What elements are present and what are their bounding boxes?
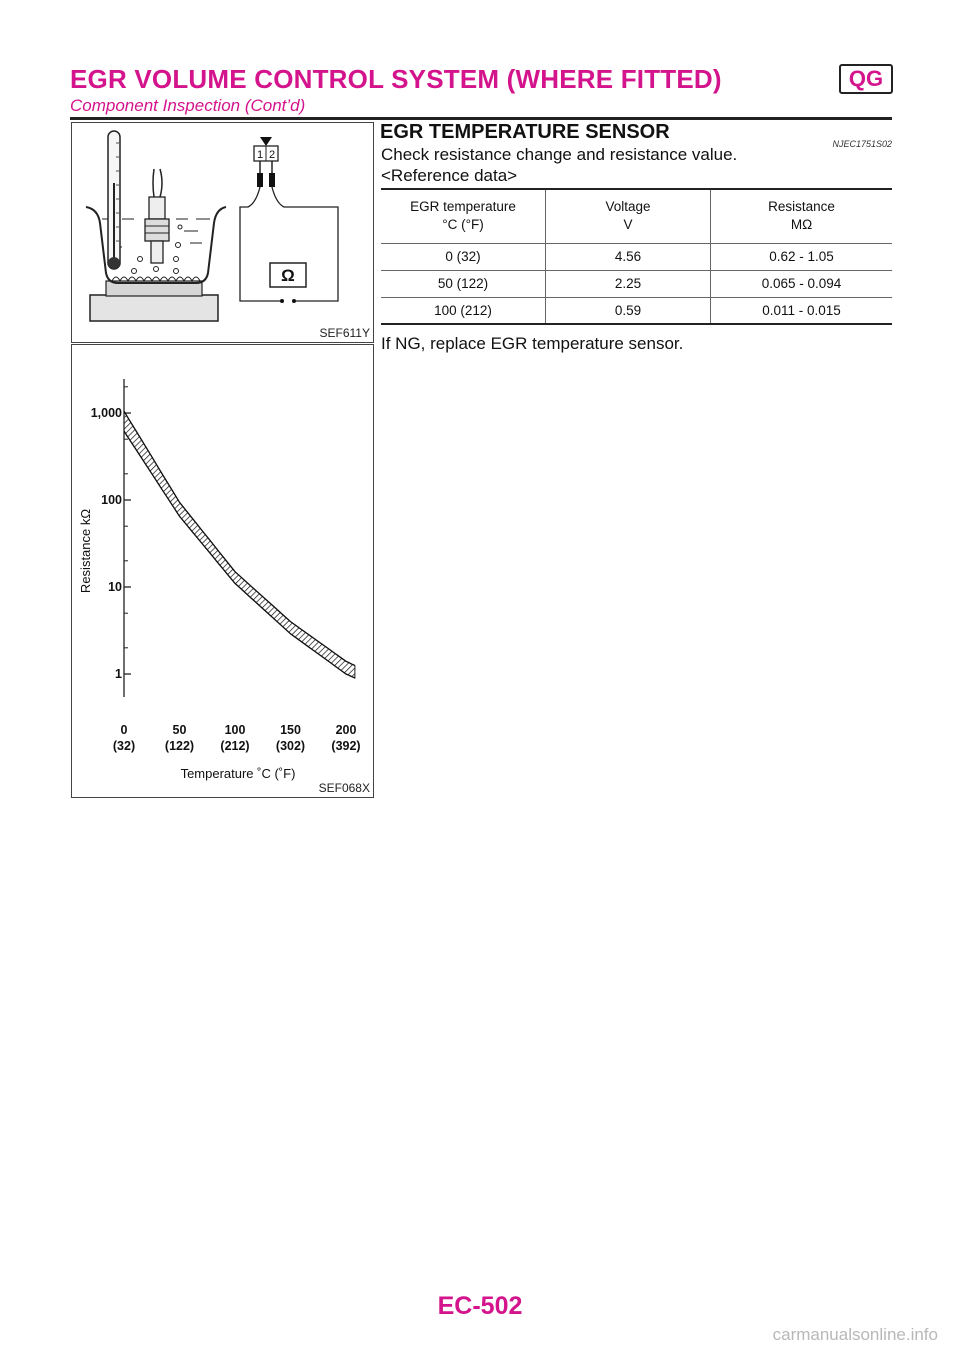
- ohmmeter: [270, 263, 306, 303]
- sensor-test-illustration: [72, 123, 373, 342]
- cell-voltage: 2.25: [546, 270, 711, 297]
- watermark: carmanualsonline.info: [772, 1325, 938, 1344]
- ohm-symbol: Ω: [281, 266, 295, 285]
- table-header-row: [381, 189, 892, 243]
- page-header-title: EGR VOLUME CONTROL SYSTEM (WHERE FITTED): [70, 64, 722, 94]
- header-resistance: Resistance MΩ: [711, 189, 893, 243]
- section-reference-id: NJEC1751S02: [832, 139, 892, 149]
- cell-resistance: 0.62 - 1.05: [711, 243, 893, 270]
- upper-limit-line: [124, 411, 355, 665]
- x-tick-label: 200: [335, 723, 357, 737]
- flame: [112, 277, 200, 281]
- figure-caption-1: SEF611Y: [319, 326, 370, 340]
- table-row: [381, 297, 892, 324]
- x-tick-label: 100: [224, 723, 246, 737]
- section-title: EGR TEMPERATURE SENSOR: [380, 121, 670, 143]
- sensor-connector: [254, 137, 278, 161]
- cell-resistance: 0.065 - 0.094: [711, 270, 893, 297]
- header-egr-temperature: EGR temperature °C (°F): [381, 189, 546, 243]
- x-axis-label: Temperature ˚C (˚F): [180, 766, 296, 781]
- x-tick-label: 150: [280, 723, 301, 737]
- header-voltage: Voltage V: [546, 189, 711, 243]
- cell-voltage: 4.56: [546, 243, 711, 270]
- y-axis-label: Resistance kΩ: [78, 508, 93, 594]
- cell-voltage: 0.59: [546, 297, 711, 324]
- header-rule: [70, 117, 892, 120]
- cell-temperature: 50 (122): [381, 270, 546, 297]
- x-tick-label-f: (392): [331, 739, 361, 753]
- resistance-band: [124, 411, 355, 678]
- x-tick-label-f: (122): [164, 739, 195, 753]
- instruction-text: Check resistance change and resistance value.: [381, 145, 738, 164]
- egr-temperature-sensor: [145, 169, 169, 263]
- y-tick-label: 10: [108, 580, 122, 594]
- figure-caption-2: SEF068X: [318, 781, 370, 795]
- hot-plate: [90, 295, 218, 321]
- page-number: EC-502: [437, 1292, 523, 1320]
- figure-sensor-test: [71, 122, 374, 343]
- resistance-temperature-chart: [72, 345, 373, 797]
- conclusion-text: If NG, replace EGR temperature sensor.: [381, 334, 684, 353]
- connector-pin-1: 1: [256, 149, 264, 161]
- x-tick-label: 0: [120, 723, 128, 737]
- x-tick-label-f: (302): [275, 739, 306, 753]
- table-row: [381, 270, 892, 297]
- figure-resistance-chart: [71, 344, 374, 798]
- cell-temperature: 0 (32): [381, 243, 546, 270]
- reference-data-table: [381, 188, 892, 325]
- page-subtitle: Component Inspection (Cont’d): [70, 96, 306, 115]
- engine-badge: QG: [839, 64, 893, 94]
- reference-data-label: <Reference data>: [381, 166, 518, 185]
- table-row: [381, 243, 892, 270]
- x-tick-label-f: (32): [112, 739, 136, 753]
- connector-pin-2: 2: [268, 149, 276, 161]
- x-tick-label-f: (212): [220, 739, 250, 753]
- cell-resistance: 0.011 - 0.015: [711, 297, 893, 324]
- cell-temperature: 100 (212): [381, 297, 546, 324]
- x-tick-label: 50: [172, 723, 187, 737]
- thermometer: [108, 131, 120, 269]
- y-tick-label: 1,000: [90, 406, 122, 420]
- y-tick-label: 100: [101, 493, 122, 507]
- y-tick-label: 1: [115, 667, 122, 681]
